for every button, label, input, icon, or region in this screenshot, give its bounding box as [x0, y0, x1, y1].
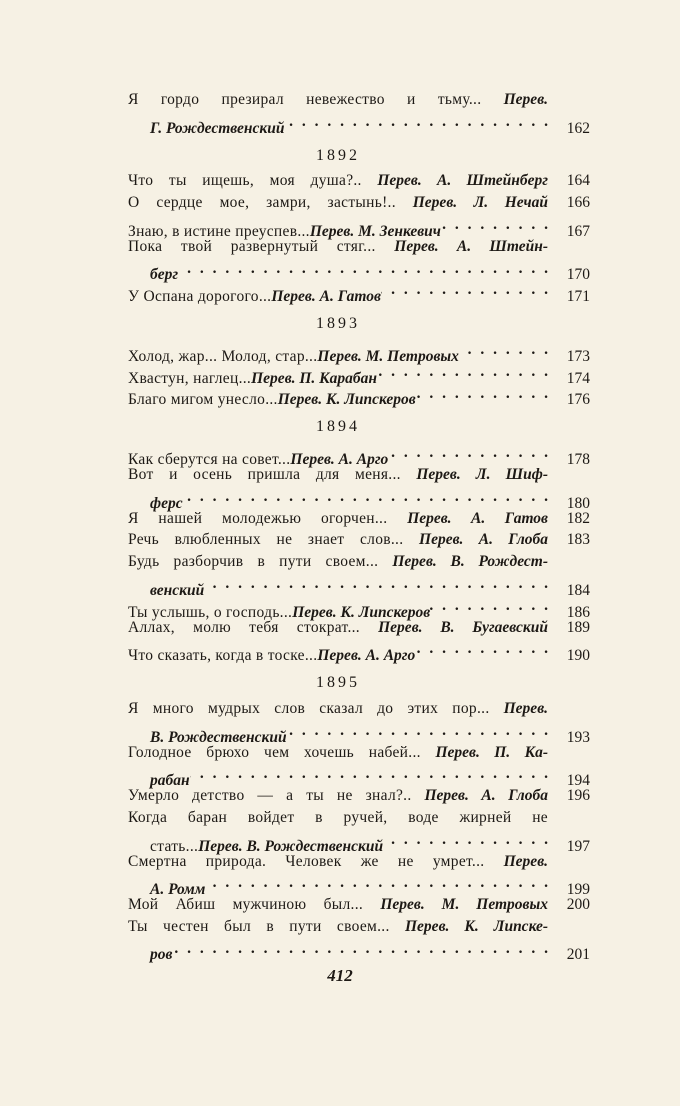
toc-entry — [128, 279, 590, 306]
page-number: 412 — [327, 966, 353, 985]
toc-entry — [128, 551, 590, 599]
entry-text — [128, 551, 548, 573]
translator-credit: Перев. А. Штейнберг — [377, 172, 548, 190]
translator-credit: Перев. Л. Нечай — [412, 194, 548, 212]
poem-title: Знаю, в истине преуспев... — [128, 222, 310, 240]
translator-credit: Перев. А. Штейн- — [394, 237, 548, 255]
entry-line — [128, 894, 590, 916]
translator-credit: ферс — [150, 494, 183, 512]
entry-line — [128, 383, 590, 409]
entry-line — [128, 807, 590, 829]
toc-entry — [128, 89, 590, 137]
page-ref: 183 — [566, 531, 590, 549]
toc-entry — [128, 595, 590, 621]
toc-entry — [128, 442, 590, 468]
entry-line — [128, 573, 590, 599]
entry-text — [128, 698, 548, 720]
dot-leader — [172, 938, 548, 960]
entry-line — [128, 851, 590, 873]
toc-entry — [128, 698, 590, 746]
entry-text — [128, 851, 548, 873]
translator-credit: Перев. А. Глоба — [424, 787, 548, 805]
entry-line — [128, 938, 590, 964]
toc-entry — [128, 851, 590, 899]
dot-leader — [381, 279, 548, 301]
toc-entry — [128, 807, 590, 855]
translator-credit: Перев. А. Глоба — [419, 531, 548, 549]
entry-line — [128, 214, 590, 240]
entry-line — [128, 464, 590, 486]
translator-credit: Перев. К. Липскеров — [277, 391, 416, 409]
entry-text — [128, 170, 548, 192]
entry-text — [128, 894, 548, 916]
translator-credit: рабан — [150, 772, 190, 790]
entry-line — [128, 192, 590, 214]
translator-credit: Перев. П. Карабан — [251, 369, 378, 387]
dot-leader — [459, 339, 548, 361]
entry-line — [128, 529, 590, 551]
entry-line — [128, 236, 590, 258]
entry-line — [128, 508, 590, 530]
poem-title: Что ты ищешь, моя душа?.. — [128, 172, 378, 190]
toc-entry — [128, 638, 590, 665]
entry-text — [128, 111, 548, 140]
entry-text — [128, 807, 548, 829]
dot-leader — [204, 573, 548, 595]
entry-text — [128, 638, 548, 667]
page-ref: 167 — [566, 222, 590, 240]
page-ref: 194 — [566, 772, 590, 790]
poem-title: Когда баран войдет в ручей, воде жирней не — [128, 808, 548, 826]
toc-entry — [128, 742, 590, 790]
page-ref: 174 — [566, 369, 590, 387]
entry-line — [128, 111, 590, 137]
page-ref: 201 — [566, 946, 590, 964]
page-ref: 171 — [566, 288, 590, 306]
entry-text — [128, 236, 548, 258]
dot-leader — [383, 829, 548, 851]
translator-credit: Перев. А. Гатов — [407, 509, 548, 527]
translator-credit: Перев. — [503, 91, 548, 108]
poem-title: Я нашей молодежью огорчен... — [128, 509, 408, 527]
entry-text — [128, 785, 548, 807]
poem-title: Аллах, молю тебя стократ... — [128, 618, 379, 636]
translator-credit: Перев. М. Петровых — [317, 347, 459, 365]
poem-title: Как сберутся на совет... — [128, 450, 291, 468]
poem-title: Речь влюбленных не знает слов... — [128, 531, 420, 549]
entry-text — [128, 192, 548, 214]
page-ref: 190 — [566, 647, 590, 665]
toc-entry — [128, 339, 590, 365]
toc-entry — [128, 361, 590, 387]
entry-line — [128, 595, 590, 621]
translator-credit: Перев. М. Зенкевич — [309, 222, 441, 240]
year-heading: 1894 — [316, 418, 360, 436]
entry-text — [128, 508, 548, 530]
dot-leader — [430, 595, 548, 617]
toc-entry — [128, 916, 590, 964]
page-ref: 196 — [566, 787, 590, 805]
translator-credit: Перев. А. Арго — [290, 450, 389, 468]
poem-title: Холод, жар... Молод, стар... — [128, 347, 318, 365]
poem-title: О сердце мое, замри, застынь!.. — [128, 194, 413, 212]
translator-credit: Перев. В. Бугаевский — [378, 618, 548, 636]
entry-line — [128, 638, 590, 665]
poem-title: Вот и осень пришла для меня... — [128, 465, 417, 483]
entry-line — [128, 170, 590, 192]
entry-line — [128, 872, 590, 899]
year-heading: 1895 — [316, 674, 360, 692]
entry-text — [128, 464, 548, 486]
poem-title: стать... — [150, 837, 199, 855]
toc-entry — [128, 894, 590, 916]
translator-credit: Перев. — [503, 852, 548, 870]
entry-line — [128, 698, 590, 720]
page-ref: 164 — [566, 172, 590, 190]
poem-title: Смертна природа. Человек же не умрет... — [128, 852, 504, 870]
year-heading: 1893 — [316, 315, 360, 333]
page-ref: 166 — [566, 194, 590, 212]
entry-text — [128, 617, 548, 639]
page-ref: 178 — [566, 450, 590, 468]
poem-title: Я гордо презирал невежество и тьму... — [128, 91, 504, 108]
poem-title: Умерло детство — а ты не знал?.. — [128, 787, 425, 805]
page-ref: 180 — [566, 494, 590, 512]
dot-leader — [284, 111, 548, 133]
dot-leader — [441, 214, 548, 236]
entry-line — [128, 916, 590, 938]
dot-leader — [190, 763, 548, 785]
translator-credit: А. Ромм — [150, 881, 206, 899]
poem-title: Хвастун, наглец... — [128, 369, 252, 387]
translator-credit: Перев. П. Ка- — [435, 743, 548, 761]
translator-credit: Перев. Л. Шиф- — [416, 465, 548, 483]
entry-line — [128, 339, 590, 365]
translator-credit: венский — [150, 581, 205, 599]
page-ref: 173 — [566, 347, 590, 365]
poem-title: Ты услышь, о господь... — [128, 603, 293, 621]
year-heading: 1892 — [316, 146, 360, 164]
toc-entry — [128, 170, 590, 192]
entry-line — [128, 551, 590, 573]
page-ref: 162 — [566, 119, 590, 137]
entry-line — [128, 763, 590, 790]
toc-entry — [128, 617, 590, 639]
translator-credit: Перев. В. Рождест- — [392, 553, 548, 571]
entry-line — [128, 742, 590, 764]
page-ref: 200 — [566, 896, 590, 914]
entry-text — [128, 938, 548, 967]
entry-line — [128, 361, 590, 387]
translator-credit: Перев. К. Липске- — [405, 917, 548, 935]
entry-line — [128, 829, 590, 855]
dot-leader — [178, 258, 548, 280]
table-of-contents — [128, 89, 590, 964]
translator-credit: ров — [150, 946, 173, 964]
toc-entry — [128, 508, 590, 530]
dot-leader — [183, 486, 548, 508]
dot-leader — [377, 361, 548, 383]
page-ref: 176 — [566, 391, 590, 409]
poem-title: Будь разборчив в пути своем... — [128, 553, 393, 571]
poem-title: Ты честен был в пути своем... — [128, 917, 405, 935]
toc-entry — [128, 214, 590, 240]
toc-entry — [128, 236, 590, 284]
translator-credit: Перев. К. Липскеров — [292, 603, 431, 621]
dot-leader — [416, 383, 548, 405]
translator-credit: Перев. А. Арго — [317, 647, 416, 665]
toc-entry — [128, 192, 590, 214]
translator-credit: Г. Рождественский — [150, 119, 285, 137]
entry-line — [128, 785, 590, 807]
entry-line — [128, 442, 590, 468]
page-ref: 184 — [566, 581, 590, 599]
toc-entry — [128, 464, 590, 512]
poem-title: Голодное брюхо чем хочешь набей... — [128, 743, 436, 761]
dot-leader — [388, 442, 548, 464]
poem-title: Что сказать, когда в тоске... — [128, 647, 318, 665]
entry-line — [128, 720, 590, 746]
translator-credit: Перев. А. Гатов — [271, 288, 381, 306]
translator-credit: Перев. В. Рождественский — [198, 837, 384, 855]
entry-line — [128, 279, 590, 306]
entry-line — [128, 89, 590, 111]
toc-entry — [128, 529, 590, 551]
entry-text — [128, 279, 548, 308]
page-ref: 186 — [566, 603, 590, 621]
translator-credit: Перев. М. Петровых — [380, 896, 548, 914]
page-ref: 189 — [566, 618, 590, 636]
entry-line — [128, 258, 590, 284]
translator-credit: Перев. — [503, 699, 548, 717]
poem-title: У Оспана дорогого... — [128, 288, 272, 306]
entry-text — [128, 383, 548, 412]
poem-title: Пока твой развернутый стяг... — [128, 237, 395, 255]
entry-line — [128, 617, 590, 639]
dot-leader — [287, 720, 548, 742]
toc-entry — [128, 785, 590, 807]
entry-text — [128, 529, 548, 551]
toc-entry — [128, 383, 590, 409]
page-ref: 193 — [566, 728, 590, 746]
entry-text — [128, 916, 548, 938]
poem-title: Мой Абиш мужчиною был... — [128, 896, 381, 914]
page-ref: 182 — [566, 509, 590, 527]
translator-credit: берг — [150, 266, 179, 284]
poem-title: Я много мудрых слов сказал до этих пор... — [128, 699, 504, 717]
entry-text — [128, 742, 548, 764]
page-ref: 199 — [566, 881, 590, 899]
page-ref: 197 — [566, 837, 590, 855]
entry-line — [128, 486, 590, 512]
translator-credit: В. Рождественский — [150, 728, 287, 746]
poem-title: Благо мигом унесло... — [128, 391, 278, 409]
entry-text — [128, 89, 548, 111]
dot-leader — [205, 872, 548, 894]
dot-leader — [415, 638, 548, 660]
page-ref: 170 — [566, 266, 590, 284]
